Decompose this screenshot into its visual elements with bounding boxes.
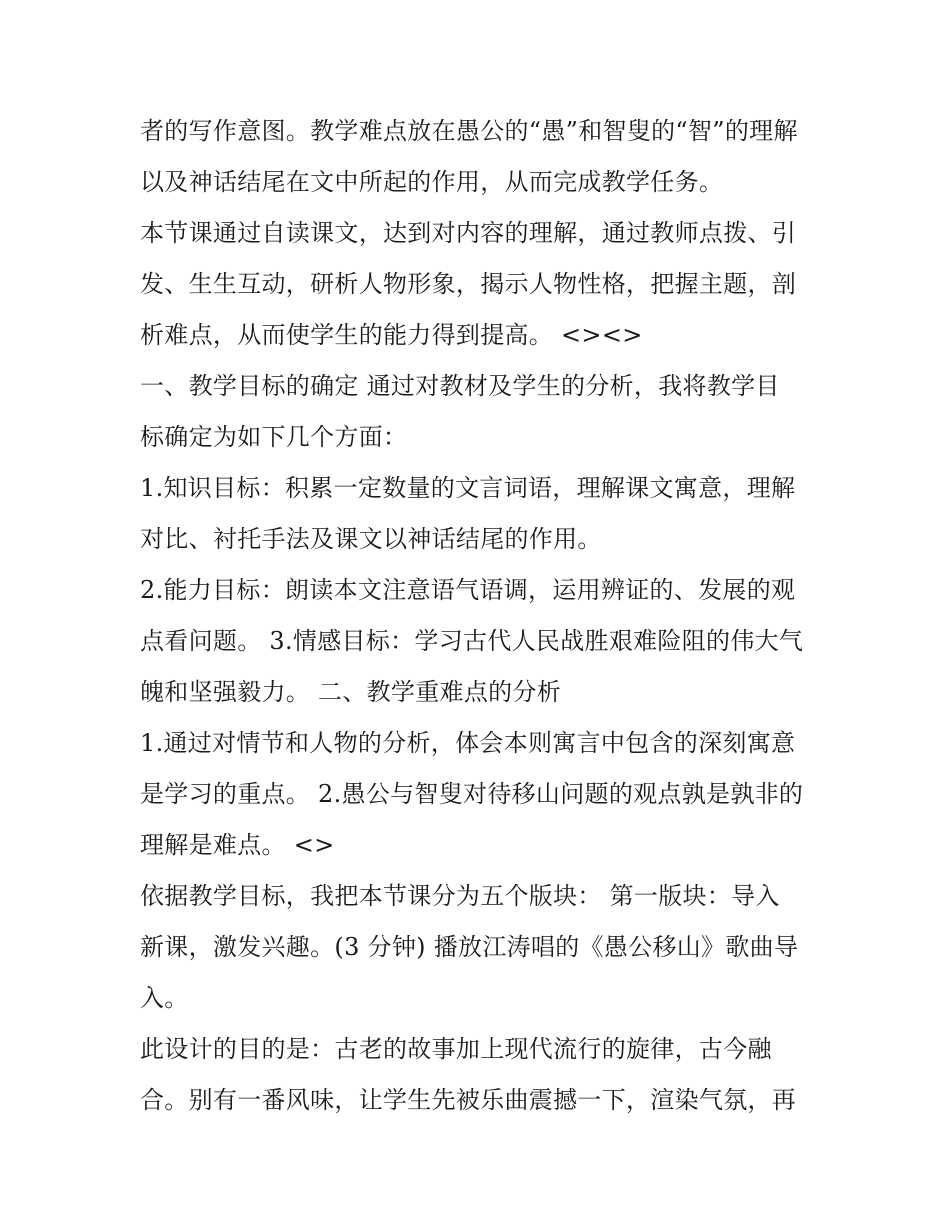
- text-line: 本节课通过自读课文，达到对内容的理解，通过教师点拨、引: [140, 219, 797, 247]
- list-item-line: 2.能力目标：朗读本文注意语气语调，运用辨证的、发展的观: [140, 576, 796, 604]
- text-line: 是学习的重点。 2.愚公与智叟对待移山问题的观点孰是孰非的: [140, 780, 804, 808]
- text-line: 魄和坚强毅力。 二、教学重难点的分析: [140, 678, 562, 706]
- text-line: 此设计的目的是：古老的故事加上现代流行的旋律，古今融: [140, 1035, 772, 1063]
- document-body: [140, 106, 830, 1126]
- section-heading-line: 一、教学目标的确定 通过对教材及学生的分析，我将教学目: [140, 372, 780, 400]
- text-line: 发、生生互动，研析人物形象，揭示人物性格，把握主题，剖: [140, 270, 797, 298]
- text-line: 依据教学目标，我把本节课分为五个版块： 第一版块：导入: [140, 882, 780, 910]
- text-line: 对比、衬托手法及课文以神话结尾的作用。: [140, 525, 602, 553]
- list-item-line: 1.知识目标：积累一定数量的文言词语，理解课文寓意，理解: [140, 474, 796, 502]
- text-line: 入。: [140, 984, 189, 1012]
- text-line: 者的写作意图。教学难点放在愚公的“愚”和智叟的“智”的理解: [140, 117, 798, 145]
- text-line: 点看问题。 3.情感目标：学习古代人民战胜艰难险阻的伟大气: [140, 627, 804, 655]
- text-line: 合。别有一番风味，让学生先被乐曲震撼一下，渲染气氛，再: [140, 1086, 797, 1114]
- text-line: 析难点，从而使学生的能力得到提高。 <><>: [140, 321, 643, 349]
- text-line: 以及神话结尾在文中所起的作用，从而完成教学任务。: [140, 168, 724, 196]
- text-line: 标确定为如下几个方面：: [140, 423, 408, 451]
- text-line: 新课，激发兴趣。(3 分钟) 播放江涛唱的《愚公移山》歌曲导: [140, 933, 799, 961]
- list-item-line: 1.通过对情节和人物的分析，体会本则寓言中包含的深刻寓意: [140, 729, 796, 757]
- text-line: 理解是难点。 <>: [140, 831, 335, 859]
